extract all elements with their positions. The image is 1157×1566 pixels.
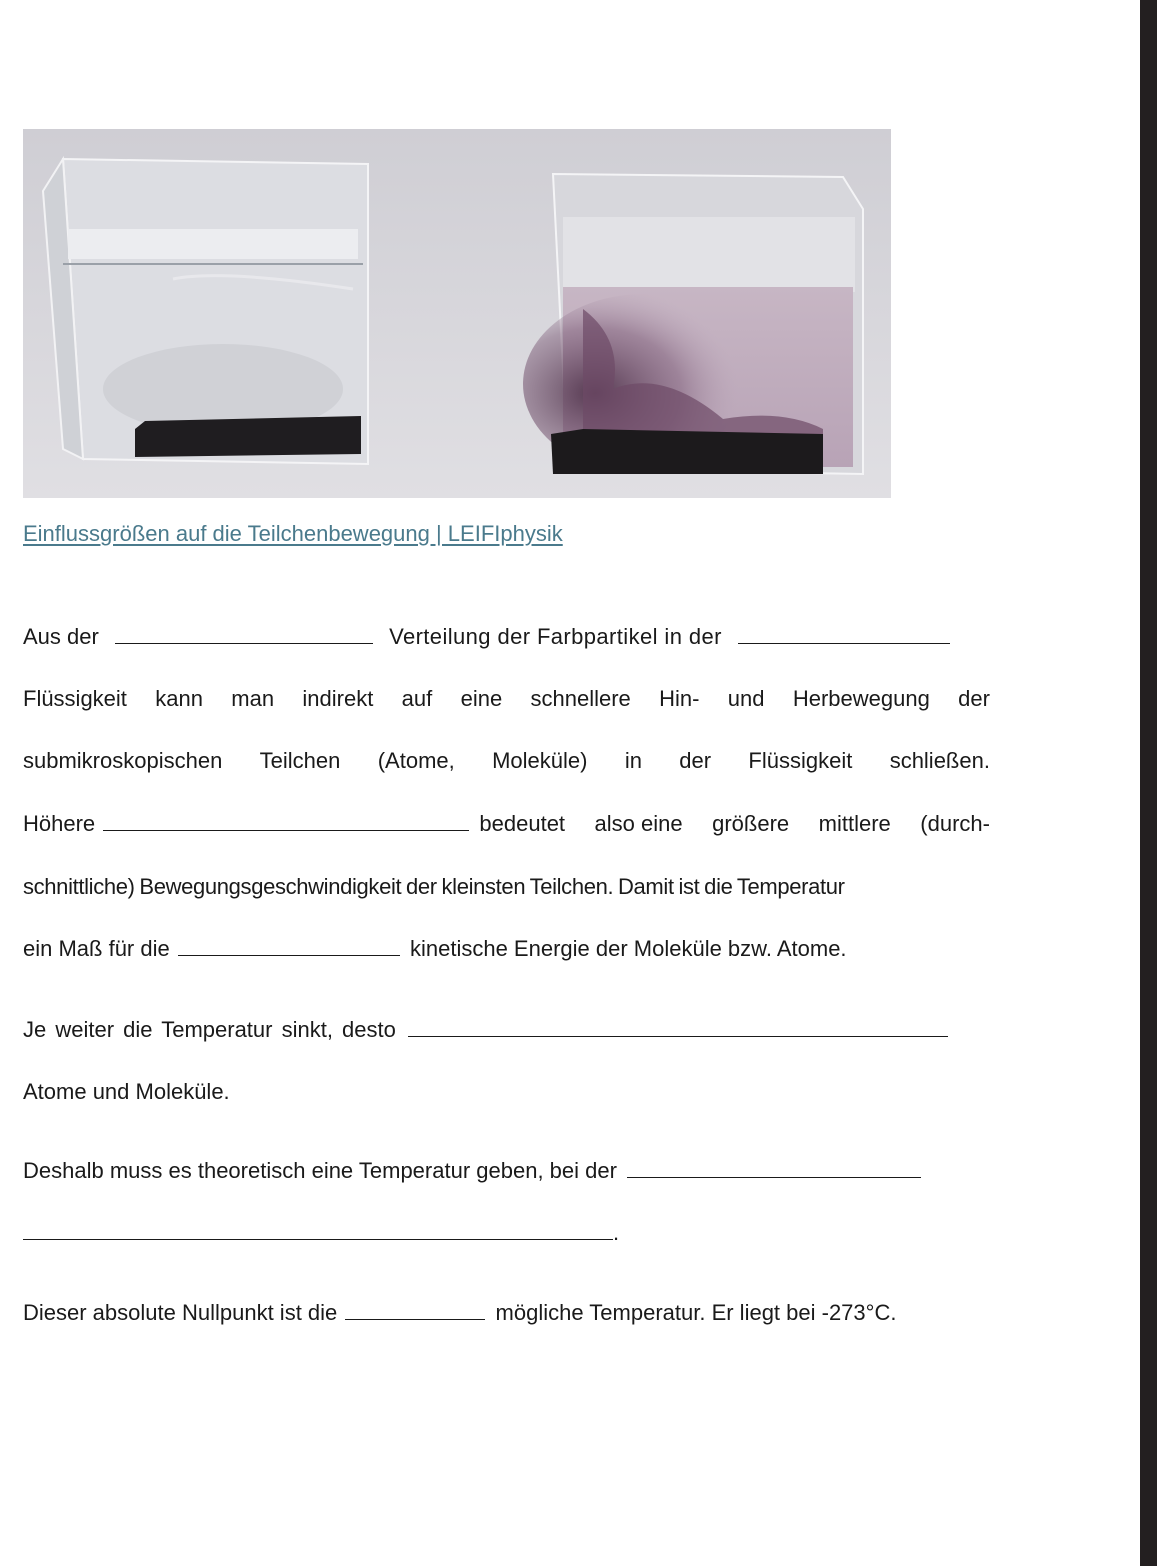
text-segment: Dieser absolute Nullpunkt ist die <box>23 1300 338 1325</box>
word: und <box>727 686 765 711</box>
left-tank <box>43 159 368 464</box>
text-segment: ein Maß für die <box>23 936 170 961</box>
word: schließen. <box>889 748 990 773</box>
blank-slower[interactable] <box>408 1016 948 1037</box>
text-segment: bedeutet <box>479 811 566 836</box>
word: schnellere <box>530 686 631 711</box>
word: indirekt <box>302 686 374 711</box>
text-segment: Atome und Moleküle. <box>23 1079 230 1104</box>
word: (Atome, <box>377 748 455 773</box>
blank-temperature[interactable] <box>103 810 469 831</box>
text-segment: kinetische Energie der Moleküle bzw. Atome. <box>409 936 847 961</box>
line-8 <box>23 1077 990 1107</box>
text-segment: also eine <box>594 811 683 836</box>
text-segment: mittlere <box>818 811 891 836</box>
line-7 <box>23 1015 990 1045</box>
text-segment: Höhere <box>23 811 96 836</box>
word: submikroskopischen <box>23 748 223 773</box>
blank-mean[interactable] <box>178 935 400 956</box>
line-1 <box>23 622 990 652</box>
line-5 <box>23 872 990 902</box>
word: kann <box>155 686 203 711</box>
text-segment: mögliche Temperatur. Er liegt bei -273°C. <box>495 1300 897 1325</box>
word: der <box>958 686 990 711</box>
blank-distribution[interactable] <box>115 623 373 644</box>
text-segment: Je weiter die Temperatur sinkt, desto <box>23 1017 396 1042</box>
line-4 <box>23 809 990 839</box>
scrollbar[interactable] <box>1140 0 1157 1566</box>
right-tank <box>523 174 863 474</box>
text-segment: Verteilung der Farbpartikel in der <box>389 624 722 649</box>
line-2 <box>23 684 990 714</box>
word: Flüssigkeit <box>23 686 127 711</box>
word: Moleküle) <box>492 748 588 773</box>
word: Flüssigkeit <box>748 748 853 773</box>
text-segment: Aus der <box>23 624 99 649</box>
word: Hin- <box>659 686 700 711</box>
blank-lowest[interactable] <box>345 1299 485 1320</box>
text-segment: . <box>613 1220 620 1245</box>
text-segment: (durch- <box>920 811 990 836</box>
word: Herbewegung <box>792 686 930 711</box>
line-6 <box>23 934 990 964</box>
blank-no-motion-1[interactable] <box>627 1157 921 1178</box>
experiment-photo <box>23 129 891 498</box>
word: man <box>231 686 275 711</box>
blank-no-motion-2[interactable] <box>23 1219 613 1240</box>
text-segment: Deshalb muss es theoretisch eine Temperatur geben, bei der <box>23 1158 617 1183</box>
text-segment: schnittliche) Bewegungsgeschwindigkeit der kleinsten Teilchen. Damit ist die Temperatur <box>23 874 845 899</box>
word: eine <box>460 686 503 711</box>
word: Teilchen <box>259 748 341 773</box>
tanks-illustration <box>23 129 891 498</box>
line-11 <box>23 1298 990 1328</box>
word: in <box>624 748 642 773</box>
word: der <box>679 748 712 773</box>
text-segment: größere <box>712 811 790 836</box>
blank-liquid[interactable] <box>738 623 950 644</box>
line-9 <box>23 1156 990 1186</box>
word: auf <box>401 686 433 711</box>
line-3 <box>23 746 990 776</box>
line-10 <box>23 1218 990 1248</box>
source-link[interactable]: Einflussgrößen auf die Teilchenbewegung | LEIFIphysik <box>23 521 563 546</box>
